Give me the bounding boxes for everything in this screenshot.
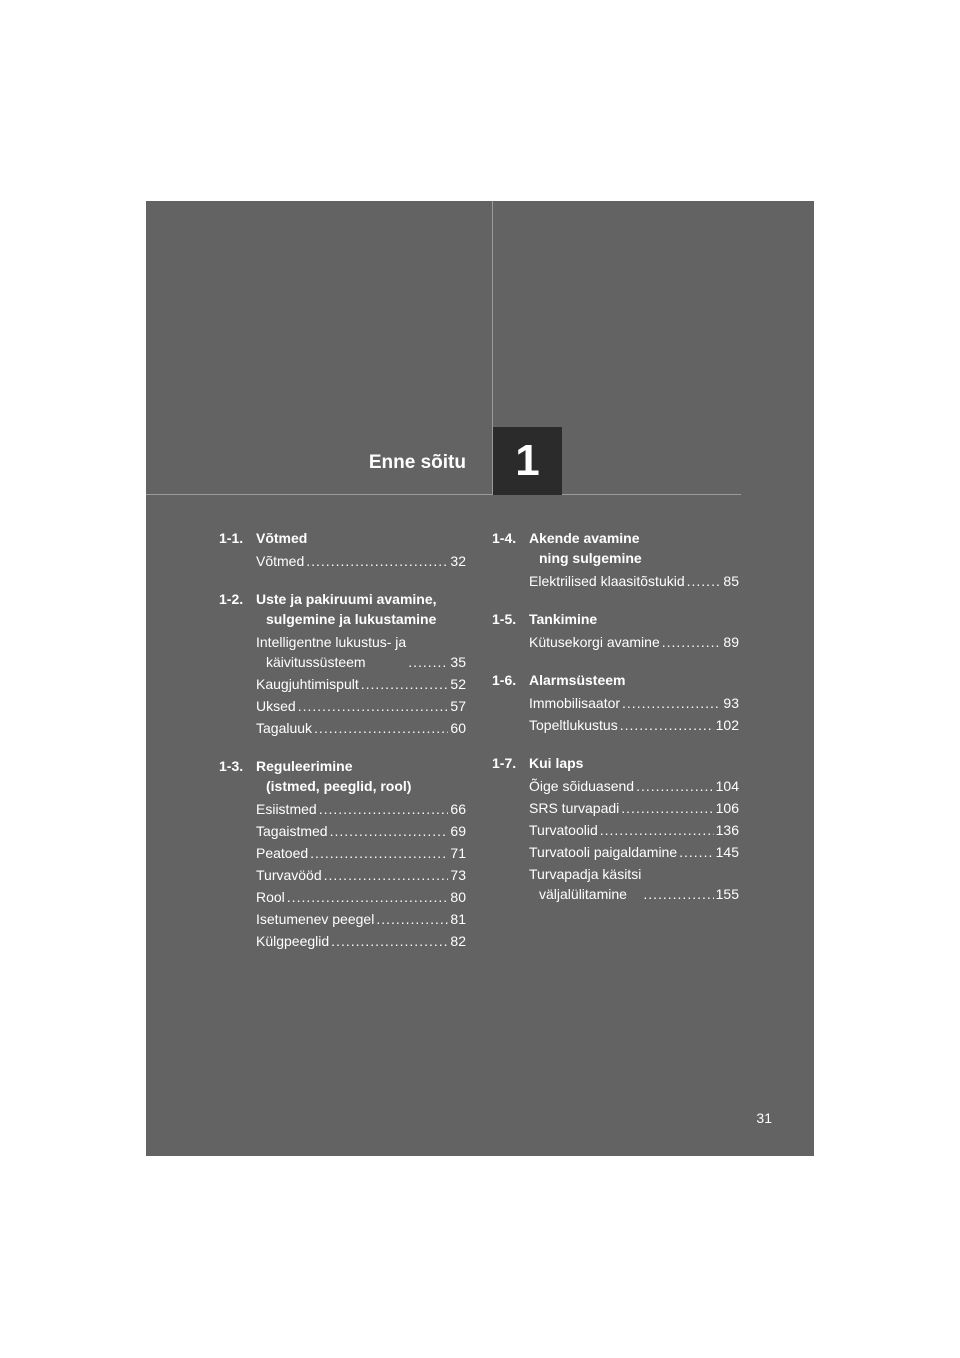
dot-leader <box>600 820 714 840</box>
toc-entry-label-line: Uksed <box>256 698 296 714</box>
dot-leader <box>679 842 714 862</box>
section-heading[interactable] <box>492 609 739 629</box>
section-title-line: Tankimine <box>529 611 598 627</box>
section-title <box>256 528 466 548</box>
toc-entry[interactable] <box>256 887 466 907</box>
toc-entry[interactable] <box>529 632 739 652</box>
section-number: 1-3. <box>219 758 244 774</box>
toc-entry-label <box>256 843 308 863</box>
section-title-line: Reguleerimine <box>256 758 353 774</box>
section-heading[interactable] <box>492 528 739 568</box>
toc-entries <box>219 551 466 571</box>
section-title <box>529 609 739 629</box>
toc-entry-label-line: Isetumenev peegel <box>256 911 375 927</box>
section-title-line: Akende avamine <box>529 530 640 546</box>
toc-entry-label <box>256 551 304 571</box>
toc-section <box>492 670 739 735</box>
toc-entry[interactable] <box>256 843 466 863</box>
dot-leader <box>306 551 448 571</box>
dot-leader <box>331 931 448 951</box>
chapter-number-box <box>493 427 562 495</box>
toc-entry-page: 155 <box>715 886 739 902</box>
toc-entry-label <box>256 718 312 738</box>
toc-entry-label-line: Immobilisaator <box>529 695 621 711</box>
toc-entry-label <box>256 696 296 716</box>
toc-entries <box>219 799 466 951</box>
dot-leader <box>662 632 722 652</box>
dot-leader <box>636 776 714 796</box>
toc-entries <box>492 776 739 904</box>
dot-leader <box>324 865 449 885</box>
toc-entry-label-line: Kütusekorgi avamine <box>529 634 660 650</box>
toc-entry[interactable] <box>256 821 466 841</box>
toc-entry[interactable] <box>256 909 466 929</box>
toc-entry[interactable] <box>256 674 466 694</box>
section-title <box>529 753 739 773</box>
dot-leader <box>298 696 449 716</box>
toc-entry-page: 82 <box>450 933 466 949</box>
section-title-line: Uste ja pakiruumi avamine, <box>256 591 437 607</box>
toc-entry[interactable] <box>256 551 466 571</box>
toc-entry-page: 32 <box>450 553 466 569</box>
toc-entry-label <box>529 693 620 713</box>
toc-entry[interactable] <box>529 571 739 591</box>
toc-entry-label <box>529 571 685 591</box>
toc-entry-page: 80 <box>450 889 466 905</box>
toc-entry-label-line: Võtmed <box>256 553 305 569</box>
toc-entries <box>492 632 739 652</box>
toc-entry-label-line: Turvapadja käsitsi <box>529 866 642 882</box>
dot-leader <box>687 571 722 591</box>
dot-leader <box>376 909 448 929</box>
section-title <box>529 670 739 690</box>
section-number: 1-5. <box>492 611 517 627</box>
toc-entry-label <box>256 931 329 951</box>
toc-entry[interactable] <box>256 632 466 672</box>
toc-entry-label <box>256 821 328 841</box>
toc-section <box>219 589 466 738</box>
toc-entry-label <box>529 864 641 904</box>
dot-leader <box>330 821 449 841</box>
toc-entry-page: 145 <box>715 844 739 860</box>
section-number: 1-7. <box>492 755 517 771</box>
toc-entry[interactable] <box>256 931 466 951</box>
toc-entry-page: 85 <box>723 573 739 589</box>
section-heading[interactable] <box>492 670 739 690</box>
toc-right-column <box>492 528 739 922</box>
toc-entry-label <box>256 799 317 819</box>
toc-entries <box>492 571 739 591</box>
toc-entry-page: 60 <box>450 720 466 736</box>
toc-entry-label <box>529 820 598 840</box>
toc-entry[interactable] <box>256 799 466 819</box>
section-title-line: (istmed, peeglid, rool) <box>266 778 412 794</box>
toc-entry[interactable] <box>529 798 739 818</box>
toc-entry-label-line: Peatoed <box>256 845 309 861</box>
toc-entry-label <box>256 887 285 907</box>
chapter-number: 1 <box>515 436 540 485</box>
toc-entry-label <box>256 909 374 929</box>
toc-entry[interactable] <box>529 820 739 840</box>
section-number: 1-6. <box>492 672 517 688</box>
toc-entry-label-line: Õige sõiduasend <box>529 778 635 794</box>
page-number: 31 <box>756 1110 772 1126</box>
toc-entry-page: 89 <box>723 634 739 650</box>
dot-leader <box>643 884 713 904</box>
toc-entry-page: 71 <box>450 845 466 861</box>
dot-leader <box>310 843 448 863</box>
toc-entry-page: 73 <box>450 867 466 883</box>
toc-entry-label <box>529 798 619 818</box>
toc-entry-page: 35 <box>450 654 466 670</box>
toc-entry-label <box>256 865 322 885</box>
toc-entry-label-line: käivitussüsteem <box>266 654 366 670</box>
toc-entry-page: 52 <box>450 676 466 692</box>
toc-entry[interactable] <box>529 693 739 713</box>
dot-leader <box>408 652 448 672</box>
toc-entry-page: 104 <box>715 778 739 794</box>
toc-section <box>492 528 739 591</box>
section-heading[interactable] <box>492 753 739 773</box>
toc-entry-label-line: Tagaistmed <box>256 823 328 839</box>
toc-entry-page: 69 <box>450 823 466 839</box>
toc-entry-label-line: Rool <box>256 889 285 905</box>
toc-entry-label <box>529 776 634 796</box>
section-title-line: ning sulgemine <box>539 550 642 566</box>
section-number: 1-2. <box>219 591 244 607</box>
section-number: 1-1. <box>219 530 244 546</box>
dot-leader <box>620 715 714 735</box>
toc-entry[interactable] <box>256 718 466 738</box>
toc-entry-label <box>529 715 618 735</box>
chapter-title: Enne sõitu <box>368 452 466 473</box>
toc-entry[interactable] <box>256 696 466 716</box>
toc-entries <box>492 693 739 735</box>
dot-leader <box>621 798 713 818</box>
section-heading[interactable] <box>219 589 466 629</box>
toc-entry-label-line: Intelligentne lukustus- ja <box>256 634 407 650</box>
toc-entry-label <box>256 632 406 672</box>
toc-entry-page: 81 <box>450 911 466 927</box>
toc-entry-page: 136 <box>715 822 739 838</box>
dot-leader <box>319 799 449 819</box>
section-title-line: Alarmsüsteem <box>529 672 626 688</box>
dot-leader <box>314 718 448 738</box>
toc-entry-page: 93 <box>723 695 739 711</box>
toc-section <box>219 528 466 571</box>
toc-entry-label-line: Turvatoolid <box>529 822 598 838</box>
dot-leader <box>622 693 721 713</box>
toc-entry[interactable] <box>529 776 739 796</box>
section-title-line: Kui laps <box>529 755 584 771</box>
toc-entry-page: 66 <box>450 801 466 817</box>
section-number: 1-4. <box>492 530 517 546</box>
toc-entry-label-line: SRS turvapadi <box>529 800 620 816</box>
toc-entry-label-line: Esiistmed <box>256 801 317 817</box>
toc-entry[interactable] <box>529 864 739 904</box>
section-title <box>529 528 739 568</box>
toc-entry-label <box>529 632 660 652</box>
dot-leader <box>287 887 449 907</box>
toc-entry-page: 106 <box>715 800 739 816</box>
toc-entry-label <box>529 842 677 862</box>
section-title-line: sulgemine ja lukustamine <box>266 611 437 627</box>
toc-entry-label-line: väljalülitamine <box>539 886 627 902</box>
section-title <box>256 589 466 629</box>
dot-leader <box>361 674 449 694</box>
toc-entry-label-line: Topeltlukustus <box>529 717 618 733</box>
section-heading[interactable] <box>219 528 466 548</box>
section-heading[interactable] <box>219 756 466 796</box>
toc-entry-page: 57 <box>450 698 466 714</box>
toc-entry-label-line: Elektrilised klaasitõstukid <box>529 573 685 589</box>
toc-entry[interactable] <box>529 842 739 862</box>
toc-entries <box>219 632 466 738</box>
toc-entry-label-line: Kaugjuhtimispult <box>256 676 359 692</box>
toc-entry-label-line: Turvatooli paigaldamine <box>529 844 678 860</box>
toc-entry[interactable] <box>256 865 466 885</box>
section-title <box>256 756 466 796</box>
toc-entry[interactable] <box>529 715 739 735</box>
toc-entry-label-line: Turvavööd <box>256 867 322 883</box>
toc-entry-label <box>256 674 359 694</box>
toc-left-column <box>219 528 466 969</box>
toc-section <box>492 753 739 904</box>
toc-section <box>492 609 739 652</box>
toc-section <box>219 756 466 951</box>
horizontal-divider <box>146 494 741 495</box>
toc-entry-label-line: Külgpeeglid <box>256 933 330 949</box>
toc-entry-page: 102 <box>715 717 739 733</box>
toc-entry-label-line: Tagaluuk <box>256 720 313 736</box>
section-title-line: Võtmed <box>256 530 308 546</box>
